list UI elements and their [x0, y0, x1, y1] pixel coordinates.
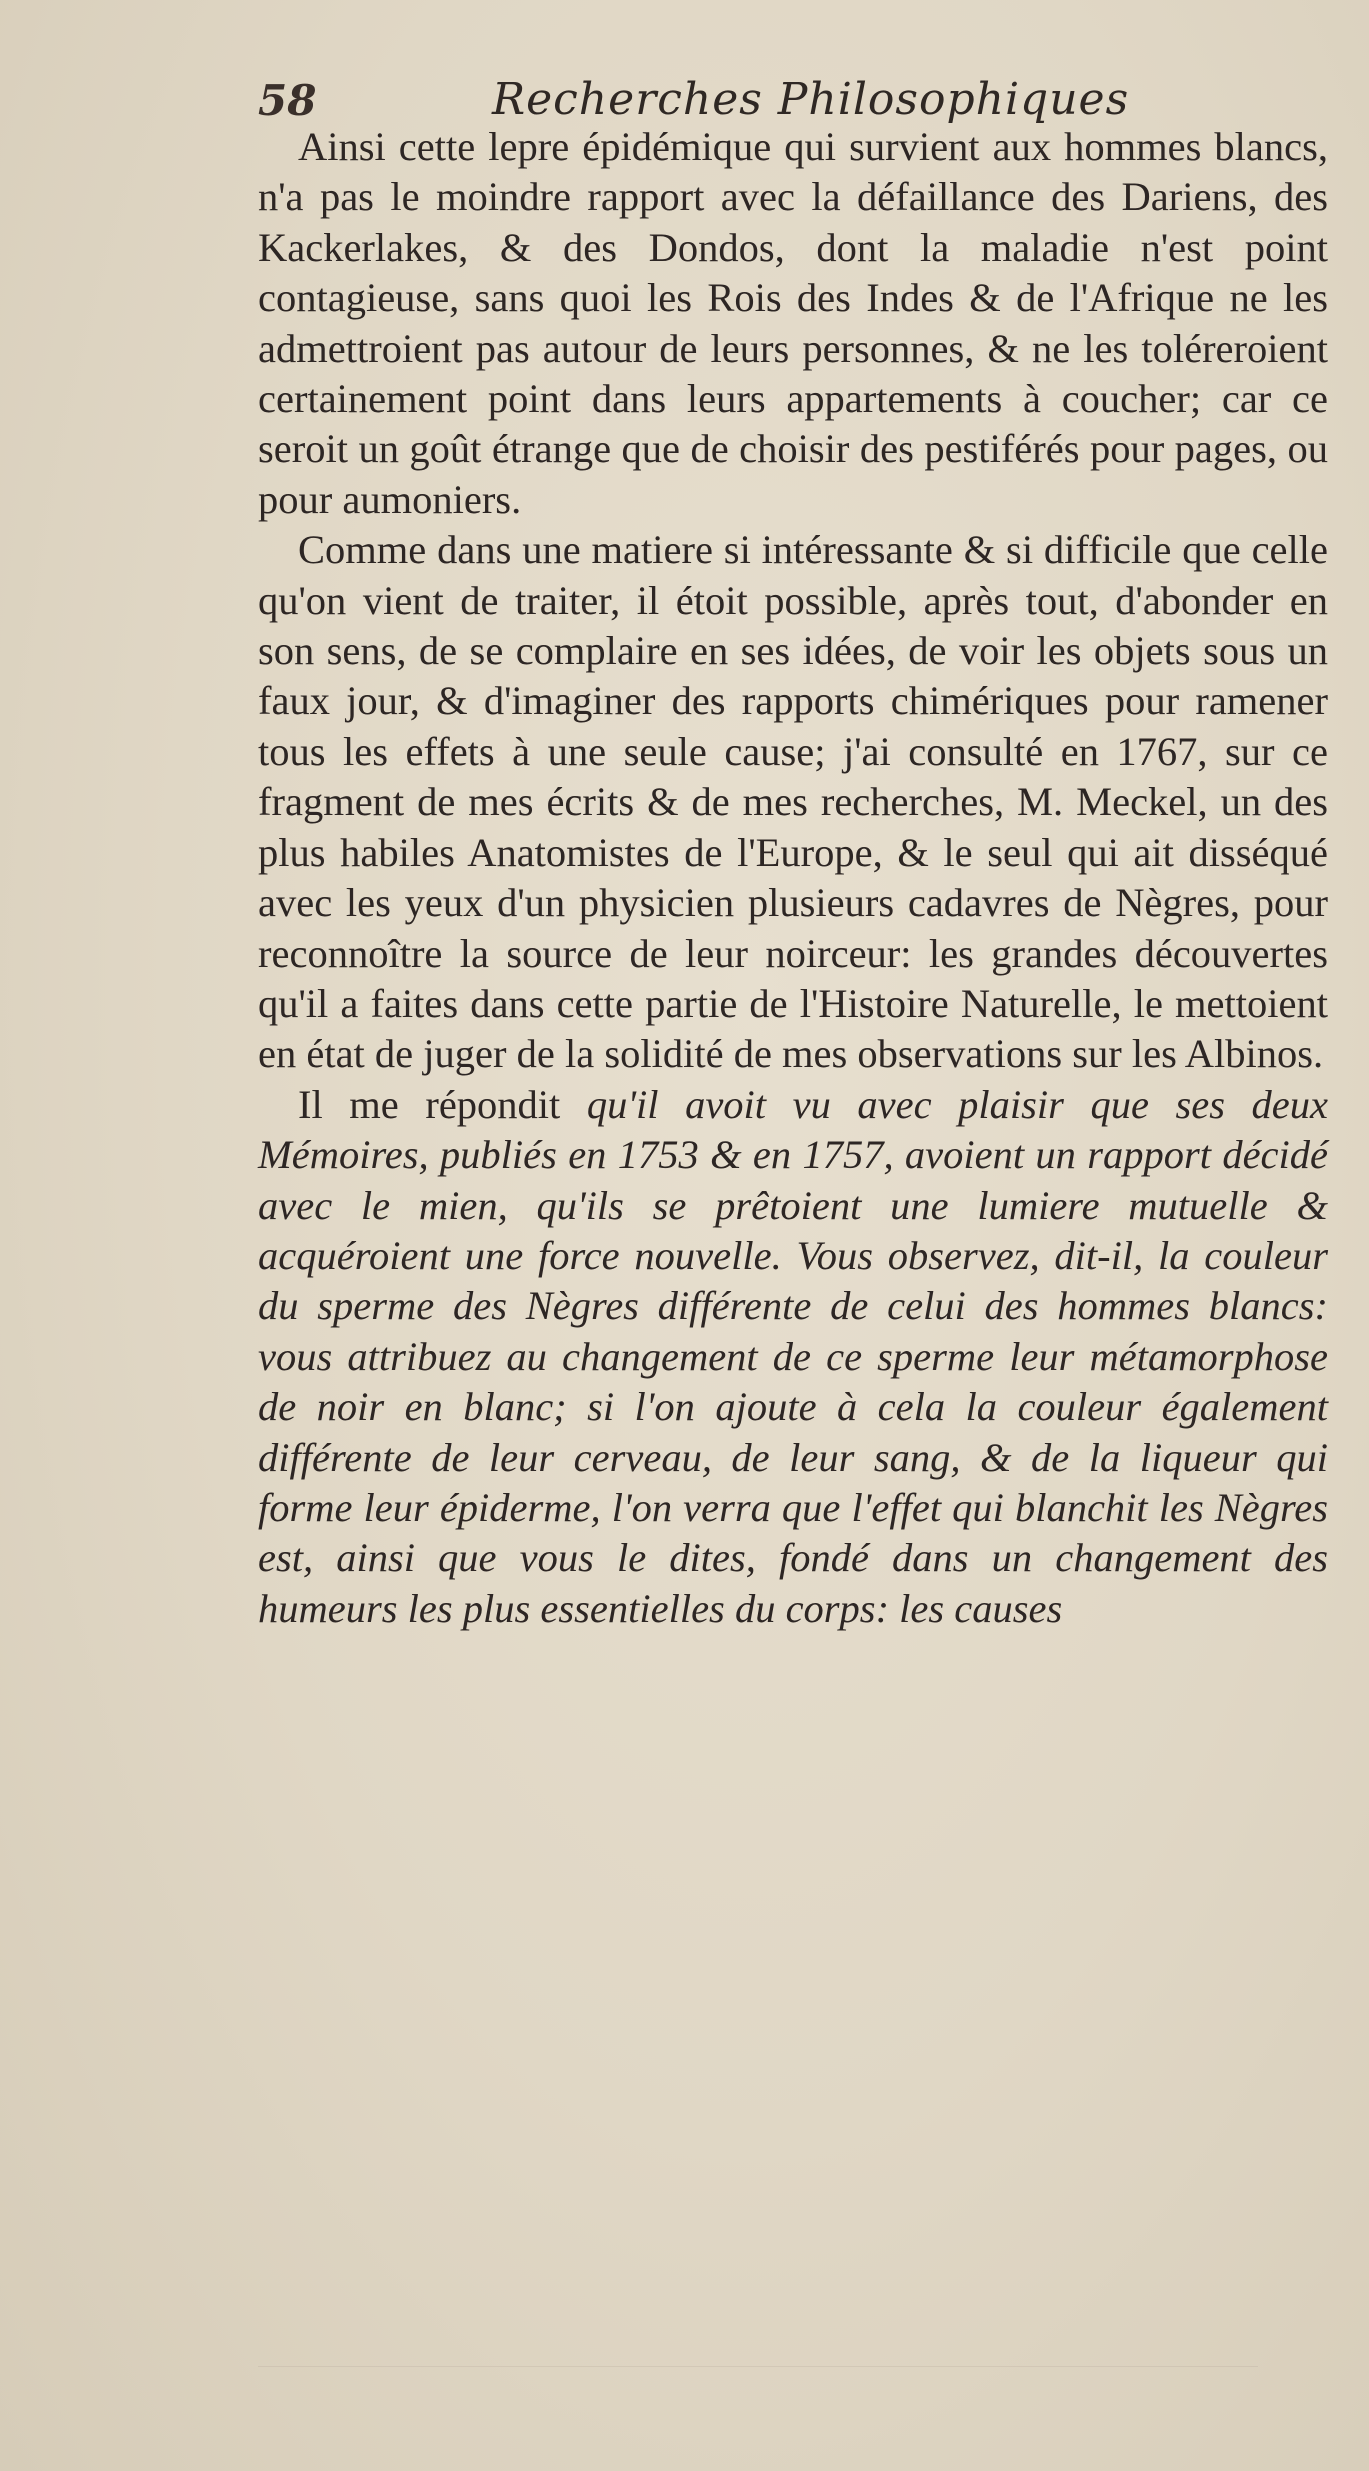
running-title: Recherches Philosophiques — [492, 74, 1130, 125]
paragraph-reponse: Il me répondit qu'il avoit vu avec plaisir que ses deux Mémoires, publiés en 1753 & en 1757, avoient un rapport décidé avec le mien, qu'ils se prêtoient une lumiere mutuelle & acquéroient une force nouvelle. Vous observez, dit-il, la couleur du sperme des Nègres différente de celui des hommes blancs: vous attribuez au changement de ce sperme leur métamorphose de noir en blanc; si l'on ajoute à cela la couleur également différente de leur cerveau, de leur sang, & de la liqueur qui forme leur épiderme, l'on verra que l'effet qui blanchit les Nègres est, ainsi que vous le dites, fondé dans un changement des humeurs les plus essentielles du corps: les causes — [258, 1081, 1328, 1631]
bleed-through-line — [258, 2366, 1258, 2367]
paragraph-lepre: Ainsi cette lepre épidémique qui survient aux hommes blancs, n'a pas le moindre rapport avec la défaillance des Dariens, des Kackerlakes, & des Dondos, dont la maladie n'est point contagieuse, sans quoi les Rois des Indes & de l'Afrique ne les admettroient pas autour de leurs personnes, & ne les toléreroient certainement point dans leurs appartements à coucher; car ce seroit un goût étrange que de choisir des pestiférés pour pages, ou pour aumoniers. — [258, 124, 1328, 522]
page-number: 58 — [258, 76, 317, 125]
paragraph-meckel: Comme dans une matiere si intéressante & si difficile que celle qu'on vient de traiter, il étoit possible, après tout, d'abonder en son sens, de se complaire en ses idées, de voir les objets sous un faux jour, & d'imaginer des rapports chimériques pour ramener tous les effets à une seule cause; j'ai consulté en 1767, sur ce fragment de mes écrits & de mes recherches, M. Meckel, un des plus habiles Anatomistes de l'Europe, & le seul qui ait disséqué avec les yeux d'un physicien plusieurs cadavres de Nègres, pour reconnoître la source de leur noirceur: les grandes découvertes qu'il a faites dans cette partie de l'Histoire Naturelle, le mettoient en état de juger de la solidité de mes observations sur les Albinos. — [258, 527, 1328, 1077]
body-text — [258, 122, 1328, 1634]
